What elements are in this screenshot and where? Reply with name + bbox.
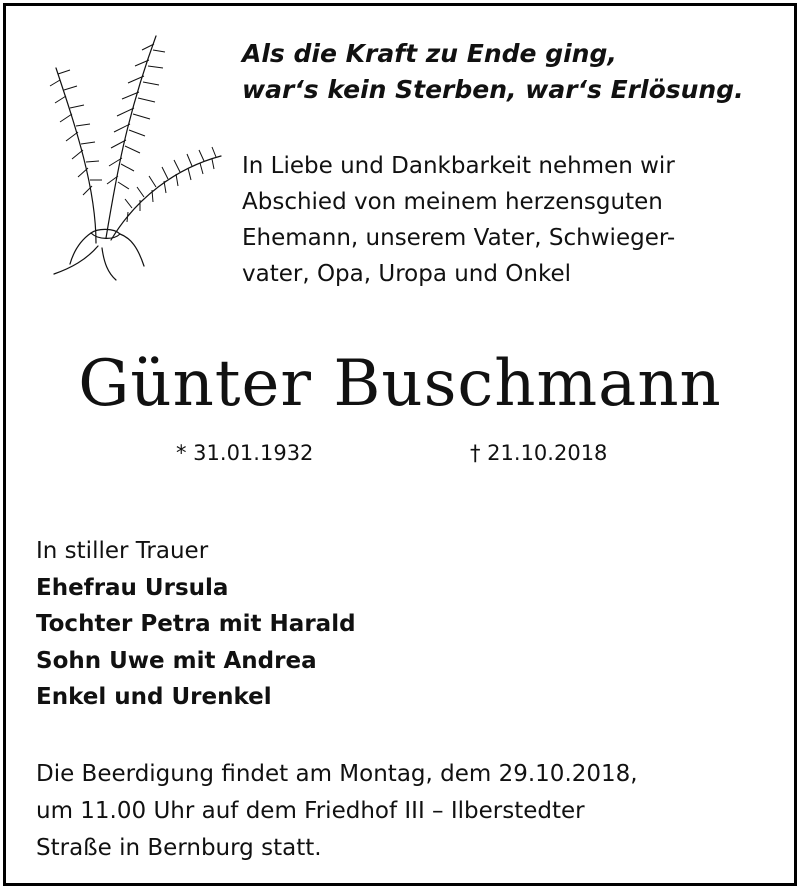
- funeral-line: Straße in Bernburg statt.: [36, 835, 322, 861]
- mourner-name: Enkel und Urenkel: [36, 684, 272, 710]
- deceased-name: Günter Buschmann: [78, 347, 722, 421]
- funeral-line: um 11.00 Uhr auf dem Friedhof III – Ilberstedter: [36, 798, 585, 824]
- mourner-name: Tochter Petra mit Harald: [36, 611, 356, 637]
- fern-bouquet-icon: [36, 28, 226, 283]
- intro-line: vater, Opa, Uropa und Onkel: [242, 261, 572, 287]
- funeral-line: Die Beerdigung findet am Montag, dem 29.10.2018,: [36, 761, 638, 787]
- mourners-list: [36, 533, 636, 716]
- intro-line: In Liebe und Dankbarkeit nehmen wir: [242, 153, 675, 179]
- death-date: † 21.10.2018: [470, 441, 608, 465]
- motto-line-1: Als die Kraft zu Ende ging,: [242, 39, 617, 68]
- motto: [242, 36, 744, 108]
- mourners-heading: In stiller Trauer: [36, 538, 209, 564]
- obituary-frame: [3, 3, 797, 886]
- intro-text: [242, 148, 782, 292]
- funeral-notice: [36, 756, 776, 867]
- motto-line-2: war‘s kein Sterben, war‘s Erlösung.: [242, 75, 744, 104]
- mourner-name: Ehefrau Ursula: [36, 574, 229, 601]
- intro-line: Abschied von meinem herzensguten: [242, 189, 663, 215]
- birth-date: * 31.01.1932: [176, 441, 314, 465]
- intro-line: Ehemann, unserem Vater, Schwieger-: [242, 225, 676, 251]
- mourner-name: Sohn Uwe mit Andrea: [36, 647, 317, 674]
